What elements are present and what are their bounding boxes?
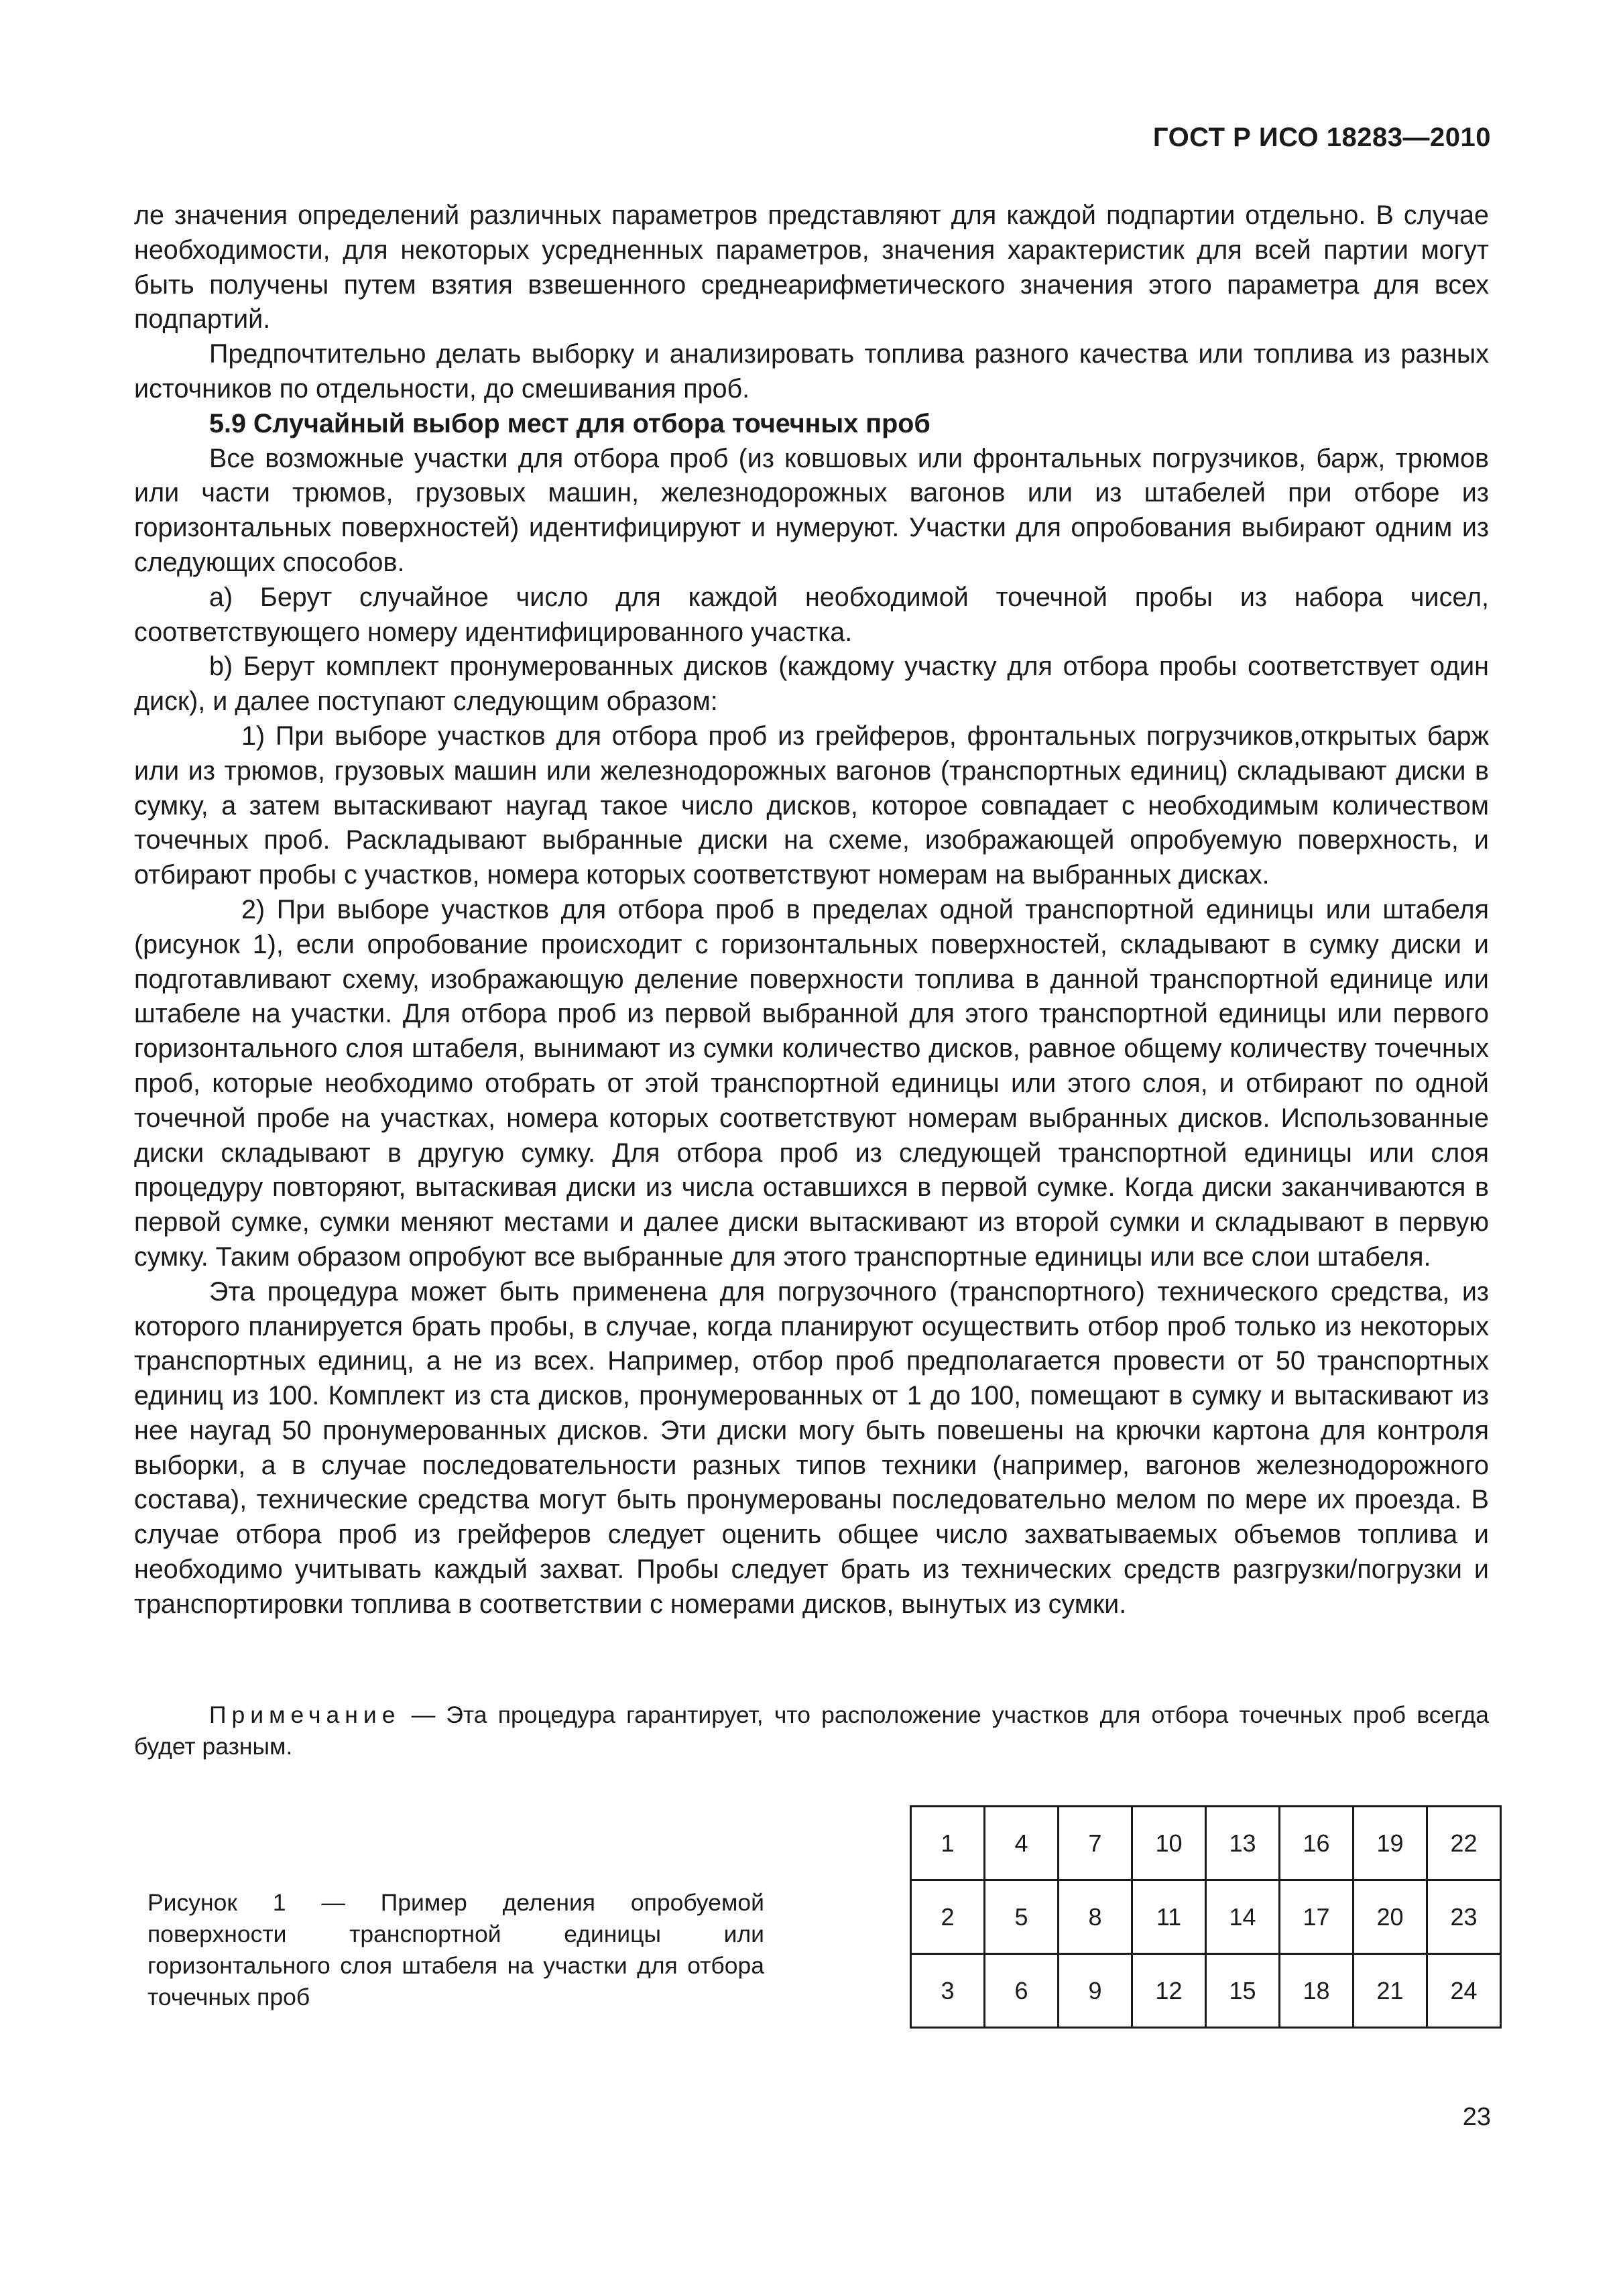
- sub-item-1: 1) При выборе участков для отбора проб из грейферов, фронтальных погрузчиков,открытых барж или из трюмов, грузовых машин или железнодорожных вагонов (транспортных единиц) складывают диски в сумку, а затем вытаскивают наугад такое число дисков, которое совпадает с необходимым количеством точечных проб. Раскладывают выбранные диски на схеме, изображающей опробуемую поверхность, и отбирают пробы с участков, номера которых соответствуют номерам на выбранных дисках.: [134, 721, 1489, 890]
- grid-cell: 14: [1206, 1880, 1280, 1954]
- grid-cell: 22: [1427, 1807, 1501, 1880]
- paragraph: ле значения определений различных параметров представляют для каждой подпартии отдельно. В случае необходимости, для некоторых усредненных параметров, значения характеристик для всей партии могут быть получены путем взятия взвешенного среднеарифметического значения этого параметра для всех подпартий.: [134, 200, 1489, 335]
- document-standard-code: ГОСТ Р ИСО 18283—2010: [1152, 123, 1491, 152]
- grid-cell: 1: [911, 1807, 985, 1880]
- grid-cell: 9: [1059, 1954, 1132, 2028]
- grid-cell: 17: [1280, 1880, 1354, 1954]
- grid-cell: 12: [1132, 1954, 1206, 2028]
- sub-item-2: 2) При выборе участков для отбора проб в пределах одной транспортной единицы или штабеля (рисунок 1), если опробование происходит с горизонтальных поверхностей, складывают в сумку диски и подготавливают схему, изображающую деление поверхности топлива в данной транспортной единице или штабеле на участки. Для отбора проб из первой выбранной для этого транспортной единицы или первого горизонтального слоя штабеля, вынимают из сумки количество дисков, равное общему количеству точечных проб, которые необходимо отобрать от этой транспортной единицы или этого слоя, и отбирают по одной точечной пробе на участках, номера которых соответствуют номерам выбранных дисков. Использованные диски складывают в другую сумку. Для отбора проб из следующей транспортной единицы или слоя процедуру повторяют, вытаскивая диски из числа оставшихся в первой сумке. Когда диски заканчиваются в первой сумке, сумки меняют местами и далее диски вытаскивают из второй сумки и складывают в первую сумку. Таким образом опробуют все выбранные для этого транспортные единицы или все слои штабеля.: [134, 894, 1489, 1272]
- document-body: [134, 198, 1489, 1622]
- grid-cell: 11: [1132, 1880, 1206, 1954]
- paragraph: Предпочтительно делать выборку и анализировать топлива разного качества или топлива из разных источников по отдельности, до смешивания проб.: [134, 339, 1489, 404]
- list-item-a: а) Берут случайное число для каждой необходимой точечной пробы из набора чисел, соответствующего номеру идентифицированного участка.: [134, 582, 1489, 647]
- page-number: 23: [1462, 2103, 1491, 2131]
- grid-cell: 21: [1354, 1954, 1427, 2028]
- paragraph: Эта процедура может быть применена для погрузочного (транспортного) технического средства, из которого планируется брать пробы, в случае, когда планируют осуществить отбор проб только из некоторых транспортных единиц, а не из всех. Например, отбор проб предполагается провести от 50 транспортных единиц из 100. Комплект из ста дисков, пронумерованных от 1 до 100, помещают в сумку и вытаскивают из нее наугад 50 пронумерованных дисков. Эти диски могу быть повешены на крючки картона для контроля выборки, а в случае последовательности разных типов техники (например, вагонов железнодорожного состава), технические средства могут быть пронумерованы последовательно мелом по мере их проезда. В случае отбора проб из грейферов следует оценить общее число захватываемых объемов топлива и необходимо учитывать каждый захват. Пробы следует брать из технических средств разгрузки/погрузки и транспортировки топлива в соответствии с номерами дисков, вынутых из сумки.: [134, 1276, 1489, 1619]
- note-text: — Эта процедура гарантирует, что расположение участков для отбора точечных проб всегда будет разным.: [134, 1701, 1489, 1760]
- note-label: Примечание: [209, 1701, 401, 1728]
- grid-cell: 20: [1354, 1880, 1427, 1954]
- grid-cell: 8: [1059, 1880, 1132, 1954]
- grid-cell: 15: [1206, 1954, 1280, 2028]
- grid-cell: 19: [1354, 1807, 1427, 1880]
- grid-row: [911, 1807, 1501, 1880]
- grid-cell: 18: [1280, 1954, 1354, 2028]
- grid-row: [911, 1954, 1501, 2028]
- sampling-grid-table: [910, 1805, 1502, 2029]
- grid-cell: 24: [1427, 1954, 1501, 2028]
- note: [134, 1699, 1489, 1762]
- figure-caption: Рисунок 1 — Пример деления опробуемой поверхности транспортной единицы или горизонтального слоя штабеля на участки для отбора точечных проб: [147, 1889, 764, 2010]
- paragraph: Все возможные участки для отбора проб (из ковшовых или фронтальных погрузчиков, барж, трюмов или части трюмов, грузовых машин, железнодорожных вагонов или из штабелей при отборе из горизонтальных поверхностей) идентифицируют и нумеруют. Участки для опробования выбирают одним из следующих способов.: [134, 443, 1489, 577]
- grid-cell: 2: [911, 1880, 985, 1954]
- grid-cell: 7: [1059, 1807, 1132, 1880]
- grid-cell: 23: [1427, 1880, 1501, 1954]
- grid-cell: 13: [1206, 1807, 1280, 1880]
- grid-cell: 6: [985, 1954, 1059, 2028]
- grid-cell: 5: [985, 1880, 1059, 1954]
- list-item-b: b) Берут комплект пронумерованных дисков (каждому участку для отбора пробы соответствует один диск), и далее поступают следующим образом:: [134, 652, 1489, 717]
- grid-cell: 16: [1280, 1807, 1354, 1880]
- grid-cell: 3: [911, 1954, 985, 2028]
- section-heading: 5.9 Случайный выбор мест для отбора точечных проб: [209, 408, 930, 438]
- grid-row: [911, 1880, 1501, 1954]
- grid-cell: 10: [1132, 1807, 1206, 1880]
- grid-cell: 4: [985, 1807, 1059, 1880]
